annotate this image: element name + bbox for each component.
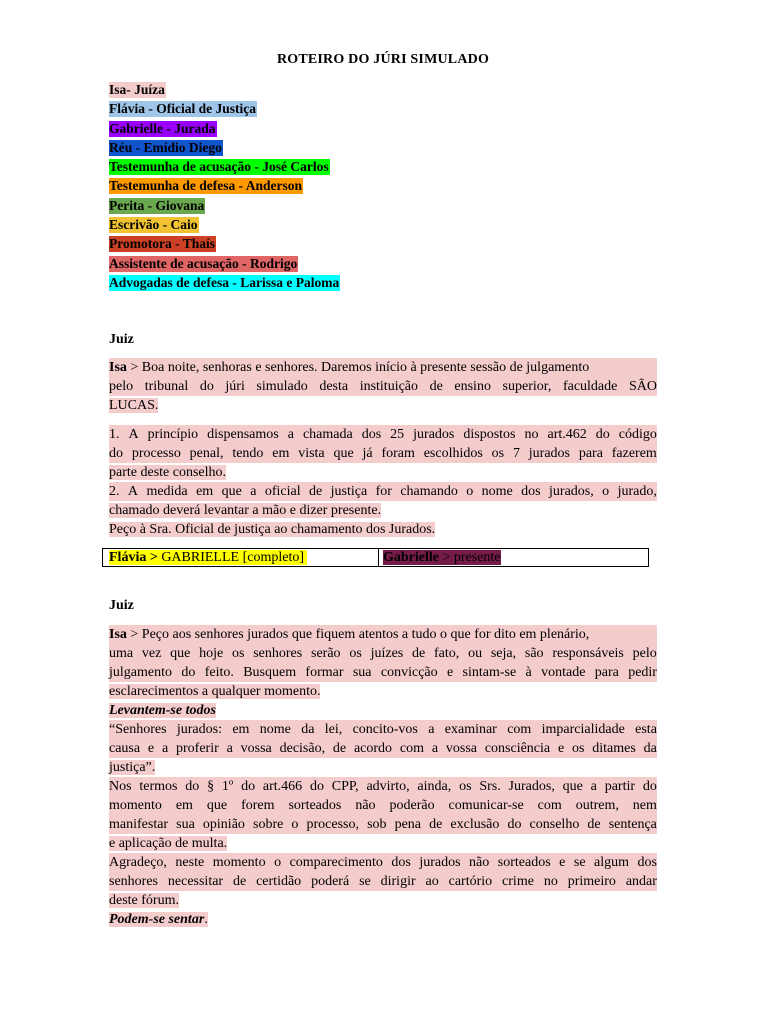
word: vontade xyxy=(541,665,586,680)
word: certidão xyxy=(256,874,302,889)
word: de xyxy=(332,741,347,756)
cast-item-label: Testemunha de acusação - José Carlos xyxy=(109,159,329,175)
stand-text: Levantem-se todos xyxy=(109,703,216,718)
word: código xyxy=(618,427,657,442)
word: opinião xyxy=(202,817,245,832)
word: os xyxy=(349,646,362,661)
word: tendo xyxy=(232,446,264,461)
word: jurados xyxy=(419,855,461,870)
item2-line-2 xyxy=(109,501,657,520)
word: os xyxy=(572,741,585,756)
word: do xyxy=(181,665,196,680)
word: a xyxy=(161,741,169,756)
speaker-isa-2: Isa xyxy=(109,627,127,642)
word: Jurados, xyxy=(508,779,555,794)
word: de xyxy=(412,646,426,661)
word: processo xyxy=(131,446,181,461)
word: do xyxy=(109,446,123,461)
word: de xyxy=(232,874,247,889)
word: julgamento xyxy=(109,665,172,680)
word: feito. xyxy=(204,665,234,680)
s2-p1-line-2 xyxy=(109,644,657,663)
word: o xyxy=(291,817,299,832)
item1-line-1 xyxy=(109,425,657,444)
word: ainda, xyxy=(417,779,452,794)
cast-item-label: Flávia - Oficial de Justiça xyxy=(109,101,256,117)
word: sua xyxy=(352,665,372,680)
cast-item-label: Isa- Juíza xyxy=(109,82,165,97)
word: sorteados xyxy=(497,855,551,870)
s2-p3-line-3 xyxy=(109,815,657,834)
quote-line-3 xyxy=(109,758,657,777)
item2-line-2-text: chamado deverá levantar a mão e dizer presente. xyxy=(109,503,382,518)
cast-item xyxy=(109,176,340,195)
word: justiça xyxy=(330,484,368,499)
word: que xyxy=(221,484,242,499)
word: escolhidos xyxy=(423,446,483,461)
word: que xyxy=(333,446,354,461)
s2-p3-line-4-text: e aplicação de multa. xyxy=(109,836,228,851)
word: consciência xyxy=(484,741,551,756)
item1-line-3-text: parte deste conselho. xyxy=(109,465,227,480)
word: tribunal xyxy=(144,379,189,394)
word: nome xyxy=(481,484,513,499)
word: decisão, xyxy=(279,741,326,756)
item1-line-3 xyxy=(109,463,657,482)
s2-p4-line-3-text: deste fórum. xyxy=(109,893,179,908)
word: dos xyxy=(391,855,411,870)
closing-line xyxy=(109,520,657,539)
word: com xyxy=(537,798,562,813)
word: a xyxy=(431,741,439,756)
word: a xyxy=(428,722,435,737)
word: art.466 xyxy=(262,779,303,794)
word: § xyxy=(207,779,215,794)
section-1-heading: Juiz xyxy=(109,332,134,347)
word: nome xyxy=(259,722,291,737)
roll-call-table xyxy=(102,548,649,567)
word: do xyxy=(595,427,610,442)
word: oficial xyxy=(264,484,301,499)
word: 7 xyxy=(512,446,520,461)
word: comparecimento xyxy=(289,855,383,870)
word: da xyxy=(301,722,315,737)
s2-p1-line-4-text: esclarecimentos a qualquer momento. xyxy=(109,684,321,699)
word: do xyxy=(507,817,522,832)
word: sua xyxy=(176,817,195,832)
word: senhores xyxy=(253,646,303,661)
word: sentença xyxy=(608,817,657,832)
stand-instruction xyxy=(109,701,657,720)
word: Agradeço, xyxy=(109,855,167,870)
word: imparcialidade xyxy=(541,722,625,737)
word: os xyxy=(459,779,472,794)
word: o xyxy=(466,484,474,499)
word: esta xyxy=(635,722,657,737)
word: A xyxy=(127,484,139,499)
intro-line-3 xyxy=(109,396,657,415)
word: for xyxy=(375,484,392,499)
word: do xyxy=(309,779,324,794)
word: Nos xyxy=(109,779,132,794)
word: CPP, xyxy=(331,779,359,794)
word: em xyxy=(175,798,193,813)
word: dirigir xyxy=(380,874,416,889)
section-2-body xyxy=(109,625,657,929)
word: jurados: xyxy=(176,722,222,737)
word: examinar xyxy=(444,722,497,737)
word: que xyxy=(562,779,583,794)
word: concito-vos xyxy=(352,722,418,737)
word: hoje xyxy=(199,646,224,661)
word: se xyxy=(573,855,586,870)
word: de xyxy=(429,817,443,832)
word: acordo xyxy=(353,741,393,756)
word: responsáveis xyxy=(552,646,624,661)
intro-line-1 xyxy=(109,358,657,377)
word: são xyxy=(524,646,544,661)
word: momento xyxy=(109,798,162,813)
sit-text: Podem-se sentar xyxy=(109,912,205,927)
word: não xyxy=(355,798,376,813)
cast-item xyxy=(109,99,340,118)
word: 25 xyxy=(390,427,405,442)
intro-line-1-text: > Boa noite, senhoras e senhores. Daremos início à presente sessão de julgamento xyxy=(126,360,590,375)
s2-p4-line-2 xyxy=(109,872,657,891)
word: o xyxy=(602,484,610,499)
word: em xyxy=(232,722,250,737)
word: dos xyxy=(637,855,657,870)
word: vossa xyxy=(445,741,477,756)
word: medida xyxy=(146,484,188,499)
sit-suffix: . xyxy=(204,912,208,927)
section-1 xyxy=(109,330,657,349)
word: de xyxy=(587,817,601,832)
cast-item xyxy=(109,254,340,273)
word: pena xyxy=(394,817,422,832)
word: que xyxy=(206,798,228,813)
word: para xyxy=(594,665,619,680)
cast-item-label: Gabrielle - Jurada xyxy=(109,120,216,136)
word: instituição xyxy=(359,379,419,394)
s2-p4-line-1 xyxy=(109,853,657,872)
word: dos xyxy=(521,484,541,499)
word: convicção xyxy=(380,665,438,680)
word: crime xyxy=(502,874,534,889)
word: 1. xyxy=(109,427,120,442)
cast-item xyxy=(109,138,340,157)
word: penal, xyxy=(189,446,224,461)
word: o xyxy=(274,855,282,870)
word: chamada xyxy=(302,427,353,442)
word: no xyxy=(543,874,558,889)
quote-line-1 xyxy=(109,720,657,739)
word: dos xyxy=(361,427,382,442)
word: Srs. xyxy=(479,779,501,794)
word: Busquem xyxy=(243,665,297,680)
word: em xyxy=(196,484,214,499)
cast-item-label: Perita - Giovana xyxy=(109,197,205,213)
word: neste xyxy=(175,855,205,870)
word: em xyxy=(272,446,290,461)
word: cartório xyxy=(448,874,493,889)
word: se xyxy=(359,874,371,889)
cast-item-label: Escrivão - Caio xyxy=(109,217,198,233)
s2-p4-line-3 xyxy=(109,891,657,910)
word: forem xyxy=(241,798,275,813)
word: art.462 xyxy=(547,427,587,442)
word: jurados xyxy=(528,446,570,461)
word: do xyxy=(199,379,214,394)
word: simulado xyxy=(256,379,308,394)
word: lei, xyxy=(324,722,343,737)
s2-p1-line-3 xyxy=(109,663,657,682)
section-1-items xyxy=(109,425,657,539)
word: foram xyxy=(381,446,415,461)
word: formar xyxy=(305,665,344,680)
word: causa xyxy=(109,741,141,756)
word: A xyxy=(128,427,139,442)
word: comunicar-se xyxy=(448,798,524,813)
word: com xyxy=(399,741,424,756)
officer-call-text: GABRIELLE [completo] xyxy=(157,550,304,565)
word: uma xyxy=(109,646,134,661)
word: superior, xyxy=(502,379,552,394)
word: chamando xyxy=(400,484,458,499)
cast-item xyxy=(109,215,340,234)
word: termos xyxy=(139,779,178,794)
word: partir xyxy=(604,779,636,794)
cast-item xyxy=(109,234,340,253)
word: exclusão xyxy=(450,817,500,832)
word: para xyxy=(578,446,603,461)
cast-item xyxy=(109,80,340,99)
word: e xyxy=(559,855,566,870)
word: ao xyxy=(425,874,439,889)
juror-response-text: > presente xyxy=(439,550,501,565)
cast-item xyxy=(109,157,340,176)
word: de xyxy=(309,484,323,499)
cast-item-label: Advogadas de defesa - Larissa e Paloma xyxy=(109,274,340,290)
word: algum xyxy=(594,855,630,870)
word: os xyxy=(232,646,245,661)
word: jurados xyxy=(413,427,455,442)
word: senhores xyxy=(109,874,158,889)
cast-item-label: Assistente de acusação - Rodrigo xyxy=(109,255,298,271)
speaker-isa: Isa xyxy=(109,360,127,375)
section-2-heading: Juiz xyxy=(109,598,134,613)
word: faculdade xyxy=(562,379,618,394)
word: jurados, xyxy=(549,484,594,499)
word: e xyxy=(557,741,565,756)
word: jurado, xyxy=(617,484,657,499)
word: processo, xyxy=(306,817,359,832)
word: já xyxy=(362,446,373,461)
word: a xyxy=(226,741,233,756)
word: ditames xyxy=(592,741,636,756)
word: ensino xyxy=(454,379,491,394)
s2-p1-line-1 xyxy=(109,625,657,644)
word: 2. xyxy=(109,484,120,499)
word: da xyxy=(643,741,657,756)
word: pelo xyxy=(632,646,657,661)
word: e xyxy=(147,741,155,756)
word: e xyxy=(446,665,454,680)
word: primeiro xyxy=(567,874,616,889)
cast-list xyxy=(109,80,340,292)
word: do xyxy=(642,779,657,794)
cast-item-label: Promotora - Thaís xyxy=(109,236,215,252)
word: seja, xyxy=(490,646,517,661)
cast-item xyxy=(109,119,340,138)
word: com xyxy=(507,722,532,737)
word: “Senhores xyxy=(109,722,167,737)
juror-speaker: Gabrielle xyxy=(383,550,439,565)
word: do xyxy=(185,779,200,794)
section-1-intro xyxy=(109,358,657,415)
word: sobre xyxy=(253,817,284,832)
s2-p1-line-4 xyxy=(109,682,657,701)
word: vez xyxy=(141,646,162,661)
word: júri xyxy=(225,379,245,394)
word: a xyxy=(250,484,257,499)
word: princípio xyxy=(147,427,199,442)
word: sintam-se xyxy=(462,665,517,680)
word: do xyxy=(241,779,256,794)
word: andar xyxy=(625,874,657,889)
word: dispensamos xyxy=(207,427,279,442)
word: dispostos xyxy=(463,427,516,442)
word: poderá xyxy=(311,874,350,889)
word: poderão xyxy=(389,798,435,813)
quote-line-3-text: justiça”. xyxy=(109,760,156,775)
s2-p1-line-1-text: > Peço aos senhores jurados que fiquem atentos a tudo o que for dito em plenário, xyxy=(126,627,590,642)
item1-line-2 xyxy=(109,444,657,463)
word: necessitar xyxy=(167,874,224,889)
word: fato, xyxy=(434,646,460,661)
section-2 xyxy=(109,596,657,615)
closing-text: Peço à Sra. Oficial de justiça ao chamamento dos Jurados. xyxy=(109,522,436,537)
word: a xyxy=(287,427,294,442)
word: sob xyxy=(367,817,387,832)
intro-line-3-text: LUCAS. xyxy=(109,398,159,413)
word: conselho xyxy=(529,817,580,832)
word: no xyxy=(524,427,539,442)
word: pedir xyxy=(628,665,657,680)
word: 1º xyxy=(221,779,234,794)
item2-line-1 xyxy=(109,482,657,501)
roll-call-cell-officer xyxy=(103,549,379,566)
word: juízes xyxy=(370,646,404,661)
word: manifestar xyxy=(109,817,169,832)
intro-line-2 xyxy=(109,377,657,396)
word: fazerem xyxy=(611,446,657,461)
word: serão xyxy=(311,646,341,661)
word: de xyxy=(429,379,443,394)
s2-p3-line-1 xyxy=(109,777,657,796)
word: que xyxy=(170,646,191,661)
s2-p3-line-2 xyxy=(109,796,657,815)
roll-call-cell-juror xyxy=(379,549,648,566)
word: sorteados xyxy=(288,798,342,813)
word: proferir xyxy=(176,741,219,756)
word: desta xyxy=(319,379,349,394)
word: a xyxy=(590,779,597,794)
word: momento xyxy=(212,855,266,870)
s2-p3-line-4 xyxy=(109,834,657,853)
word: nem xyxy=(632,798,657,813)
word: à xyxy=(525,665,532,680)
word: advirto, xyxy=(366,779,410,794)
cast-item-label: Réu - Emídio Diego xyxy=(109,139,222,155)
cast-item xyxy=(109,273,340,292)
officer-speaker: Flávia > xyxy=(109,550,158,565)
sit-instruction xyxy=(109,910,657,929)
word: outrem, xyxy=(575,798,619,813)
quote-line-2 xyxy=(109,739,657,758)
word: vista xyxy=(298,446,325,461)
word: pelo xyxy=(109,379,134,394)
cast-item xyxy=(109,196,340,215)
word: SÃO xyxy=(628,379,657,394)
word: os xyxy=(491,446,505,461)
word: vossa xyxy=(240,741,272,756)
document-title: ROTEIRO DO JÚRI SIMULADO xyxy=(276,52,490,67)
word: ou xyxy=(468,646,483,661)
cast-item-label: Testemunha de defesa - Anderson xyxy=(109,178,303,194)
word: não xyxy=(469,855,490,870)
